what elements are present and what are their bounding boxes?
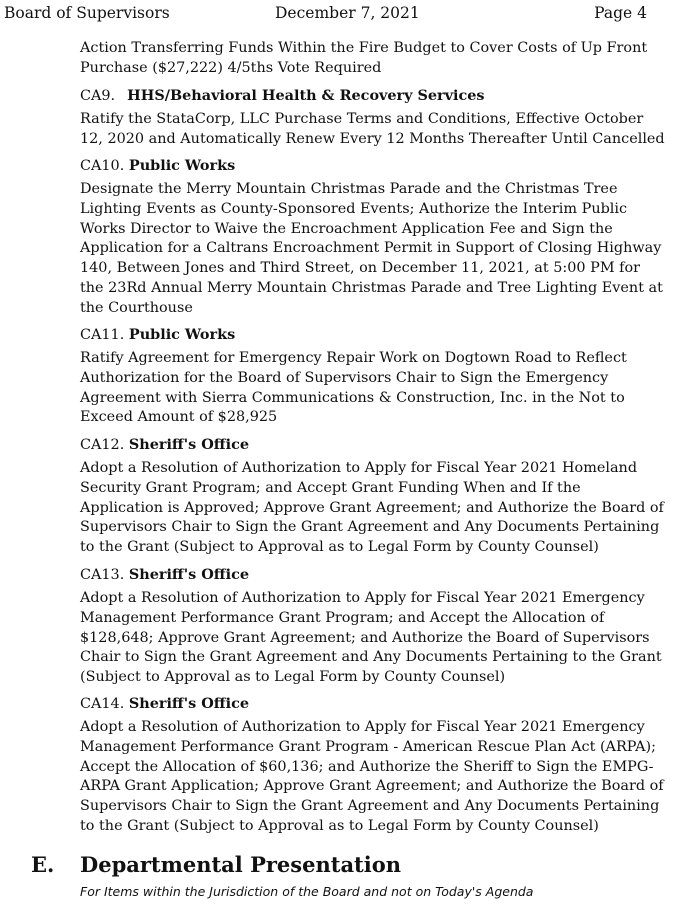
section-letter: E. bbox=[31, 852, 55, 877]
section-subtitle: For Items within the Jurisdiction of the Board and not on Today's Agenda bbox=[80, 884, 534, 899]
agenda-item-ca9-text: Ratify the StataCorp, LLC Purchase Terms and Conditions, Effective October 12, 2020 and Automatically Renew Every 12 Months Thereafter Until Cancelled bbox=[80, 111, 665, 147]
item-agency: Sheriff's Office bbox=[128, 566, 249, 583]
item-number: CA13. bbox=[80, 567, 125, 583]
agenda-item-ca14-text: Adopt a Resolution of Authorization to Apply for Fiscal Year 2021 Emergency Management Performance Grant Program - American Rescue Plan Act (ARPA); Accept the Allocation of $60,136; and Authorize the Sheriff to Sign the EMPG- ARPA Grant Application; Approve Grant Agreement; and Authorize the Board of Supervisors Chair to Sign the Grant Agreement and Any Documents Pertaining to the Grant (Subject to Approval as to Legal Form by County Counsel) bbox=[80, 719, 664, 834]
header-date: December 7, 2021 bbox=[275, 4, 420, 22]
header-page-number: Page 4 bbox=[594, 4, 647, 22]
continued-item-text: Action Transferring Funds Within the Fire Budget to Cover Costs of Up Front Purchase ($27,222) 4/5ths Vote Required bbox=[80, 40, 648, 76]
agenda-item-ca12-text: Adopt a Resolution of Authorization to Apply for Fiscal Year 2021 Homeland Security Grant Program; and Accept Grant Funding When and If the Application is Approved; Approve Grant Agreement; and Authorize the Board of Supervisors Chair to Sign the Grant Agreement and Any Documents Pertaining to the Grant (Subject to Approval as to Legal Form by County Counsel) bbox=[80, 460, 664, 556]
item-agency: HHS/Behavioral Health & Recovery Services bbox=[127, 87, 485, 104]
item-agency: Sheriff's Office bbox=[128, 695, 249, 712]
item-number: CA11. bbox=[80, 327, 125, 343]
item-agency: Sheriff's Office bbox=[128, 436, 249, 453]
agenda-item-ca11-heading bbox=[80, 325, 235, 346]
item-number: CA12. bbox=[80, 437, 125, 453]
agenda-item-ca11-text: Ratify Agreement for Emergency Repair Work on Dogtown Road to Reflect Authorization for the Board of Supervisors Chair to Sign the Emergency Agreement with Sierra Communications & Construction, Inc. in the Not to Exceed Amount of $28,925 bbox=[80, 350, 627, 426]
agenda-item-ca14-heading bbox=[80, 694, 249, 715]
item-number: CA9. bbox=[80, 88, 116, 104]
item-agency: Public Works bbox=[128, 326, 236, 343]
agenda-item-ca10-text: Designate the Merry Mountain Christmas Parade and the Christmas Tree Lighting Events as County-Sponsored Events; Authorize the Interim Public Works Director to Waive the Encroachment Application Fee and Sign the Application for a Caltrans Encroachment Permit in Support of Closing Highway 140, Between Jones and Third Street, on December 11, 2021, at 5:00 PM for the 23Rd Annual Merry Mountain Christmas Parade and Tree Lighting Event at the Courthouse bbox=[80, 181, 663, 316]
agenda-item-ca10-heading bbox=[80, 156, 235, 177]
item-number: CA10. bbox=[80, 158, 125, 174]
agenda-item-ca12-heading bbox=[80, 435, 249, 456]
section-title: Departmental Presentation bbox=[80, 852, 401, 877]
item-agency: Public Works bbox=[128, 157, 236, 174]
agenda-item-ca13-text: Adopt a Resolution of Authorization to Apply for Fiscal Year 2021 Emergency Management Performance Grant Program; and Accept the Allocation of $128,648; Approve Grant Agreement; and Authorize the Board of Supervisors Chair to Sign the Grant Agreement and Any Documents Pertaining to the Grant (Subject to Approval as to Legal Form by County Counsel) bbox=[80, 590, 662, 686]
agenda-item-ca9-heading bbox=[80, 86, 485, 107]
header-board-name: Board of Supervisors bbox=[4, 4, 170, 22]
item-number: CA14. bbox=[80, 696, 125, 712]
agenda-item-ca13-heading bbox=[80, 565, 249, 586]
